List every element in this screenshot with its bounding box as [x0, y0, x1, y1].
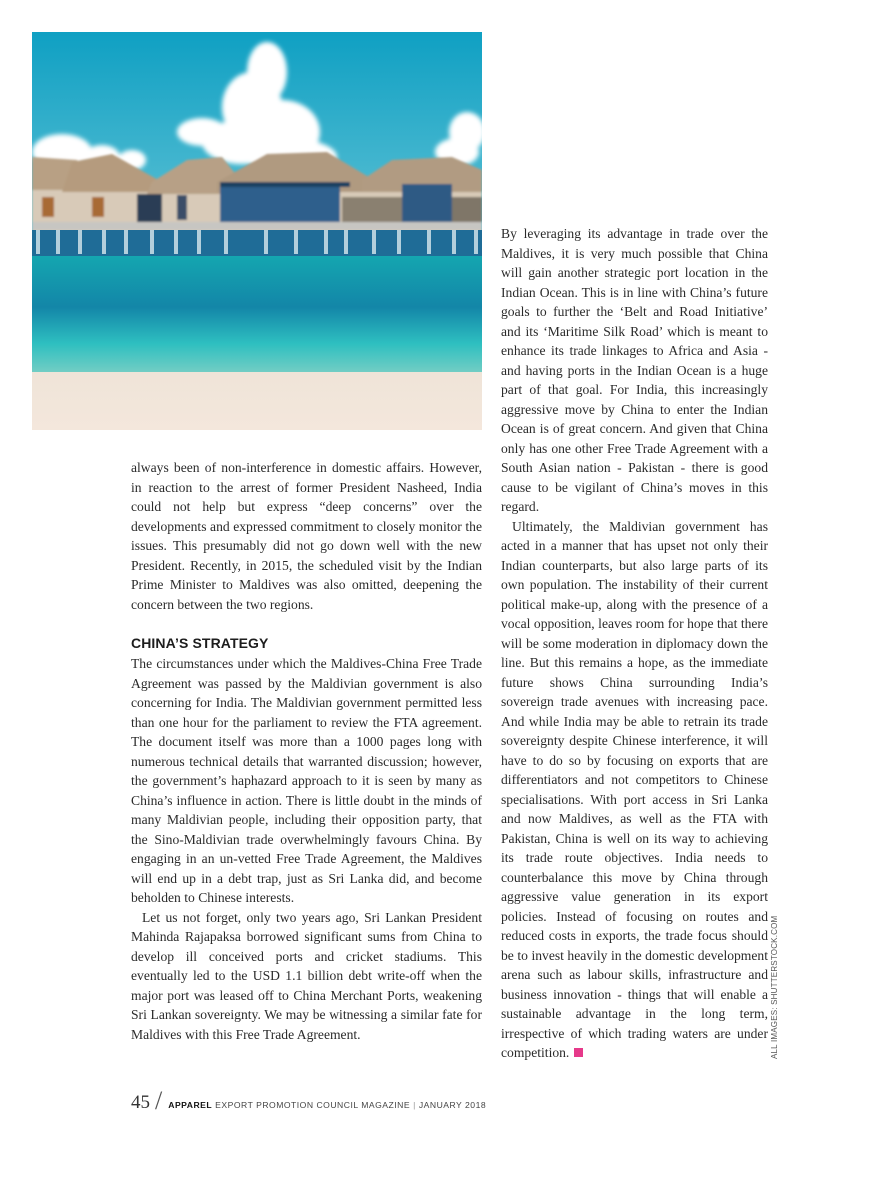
publication-brand: APPAREL [168, 1100, 213, 1110]
left-column [131, 458, 482, 1044]
section-heading: CHINA’S STRATEGY [131, 635, 269, 651]
image-credit: ALL IMAGES: SHUTTERSTOCK.COM [770, 915, 779, 1059]
photo-illustration [32, 32, 482, 430]
closing-paragraph [501, 517, 768, 1063]
maldives-villas-photo [32, 32, 482, 430]
villas [32, 152, 482, 232]
stilts-shadow [32, 230, 482, 256]
page-footer [131, 1086, 487, 1115]
publication-name: EXPORT PROMOTION COUNCIL MAGAZINE [215, 1100, 411, 1110]
right-column [501, 224, 768, 1063]
closing-paragraph-text: Ultimately, the Maldivian government has acted in a manner that has upset not only their Indian counterparts, but also large parts of its own population. The instability of their current political make-up, along with the presence of a vocal opposition, leaves room for hope that there will be some moderation in diplomacy down the line. But this remains a hope, as the immediate future shows China surrounding India’s sovereign trade avenues with increasing pace. And while India may be able to retrain its trade sovereignty despite Chinese interference, it will have to do so by focusing on exports that are differentiators and not competitors to Chinese specialisations. With port access in Sri Lanka and now Maldives, as well as the FTA with Pakistan, China is well on its way to achieving its trade route objectives. India needs to counterbalance this move by China through aggressive value generation in its export policies. Instead of focusing on routes and reduced costs in exports, the trade focus should be to invest heavily in the domestic development arena such as labour skills, infrastructure and business innovation - things that will enable a sustainable advantage in the long term, irrespective of which trading waters are under competition. [501, 518, 768, 1060]
publication-line [168, 1098, 486, 1114]
issue-date: JANUARY 2018 [418, 1100, 487, 1110]
footer-separator: | [413, 1100, 416, 1110]
body-paragraph: always been of non-interference in domestic affairs. However, in reaction to the arrest of former President Nasheed, India could not help but express “deep concerns” over the developments and expressed commitment to closely monitor the issues. This presumably did not go down well with the new President. Recently, in 2015, the scheduled visit by the Indian Prime Minister to Maldives was also omitted, deepening the concern between the two regions. [131, 460, 482, 612]
body-paragraph: The circumstances under which the Maldives-China Free Trade Agreement was passed by the Maldivian government is also concerning for India. The Maldivian government permitted less than one hour for the parliament to review the FTA agreement. The document itself was more than a 1000 pages long with numerous technical details that warranted discussion; however, the government’s haphazard approach to it is seen by many as China’s influence in action. There is little doubt in the minds of many Maldivian people, including their opposition party, that the Sino-Maldivian trade overwhelmingly favours China. By engaging in an un-vetted Free Trade Agreement, the Maldives will end up in a debt trap, just as Sri Lanka did, and become beholden to Chinese interests. [131, 656, 482, 905]
beach-sand [32, 372, 482, 430]
end-of-article-square-icon [574, 1048, 583, 1057]
body-paragraph: By leveraging its advantage in trade over the Maldives, it is very much possible that China will gain another strategic port location in the Indian Ocean. This is in line with China’s future goals to further the ‘Belt and Road Initiative’ and its ‘Maritime Silk Road’ which is meant to enhance its trade linkages to Africa and Asia - and having ports in the Indian Ocean is a huge part of that goal. For India, this increasingly aggressive move by China to enter the Indian Ocean is of great concern. And given that China only has one other Free Trade Agreement with a South Asian nation - Pakistan - there is good cause to be vigilant of China’s moves in this regard. [501, 226, 768, 514]
body-paragraph: Let us not forget, only two years ago, Sri Lankan President Mahinda Rajapaksa borrowed significant sums from China to develop ill conceived ports and cricket stadiums. This eventually led to the USD 1.1 billion debt write-off when the major port was leased off to China Merchant Ports, weakening Sri Lankan sovereignty. We may be witnessing a similar fate for Maldives with this Free Trade Agreement. [131, 909, 482, 1042]
page-number: 45 [131, 1092, 150, 1113]
footer-slash: / [155, 1086, 163, 1115]
